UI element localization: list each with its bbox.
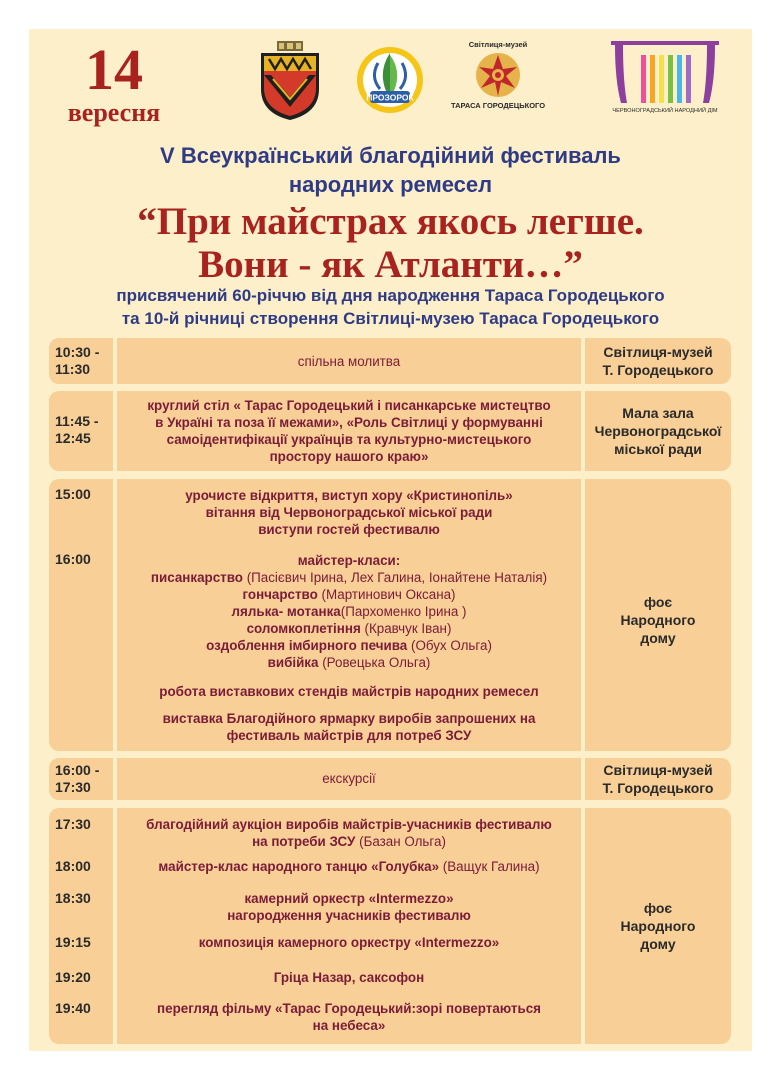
masterclass-item: вибійка (Ровецька Ольга) bbox=[267, 655, 431, 670]
schedule-venue: Світлиця-музей Т. Городецького bbox=[602, 762, 714, 796]
schedule-venue: фоє Народного дому bbox=[620, 900, 696, 952]
svitlytsia-logo-top-text: Світлиця-музей bbox=[468, 40, 528, 49]
schedule-row-round-table bbox=[49, 391, 731, 471]
event-date bbox=[59, 37, 169, 127]
schedule-description: благодійний аукціон виробів майстрів-учасників фестивалю на потреби ЗСУ (Базан Ольга) bbox=[146, 817, 552, 849]
festival-title-line-2: народних ремесел bbox=[288, 172, 493, 197]
schedule-description: майстер-клас народного танцю «Голубка» (Ващук Галина) bbox=[158, 859, 540, 874]
masterclass-item: соломкоплетіння (Кравчук Іван) bbox=[246, 621, 452, 636]
schedule-description: круглий стіл « Тарас Городецький і писанкарське мистецтво в Україні та поза її межами», «Роль Світлиці у формуванні самоідентифікації українців та культурно-мистецького простору нашого краю» bbox=[147, 398, 551, 464]
narodnyi-dim-logo-icon bbox=[611, 41, 719, 115]
narodnyi-dim-logo-text: ЧЕРВОНОГРАДСЬКИЙ НАРОДНИЙ ДІМ bbox=[612, 108, 718, 114]
prozorok-logo-icon bbox=[356, 37, 424, 123]
event-month: вересня bbox=[67, 98, 161, 127]
masterclass-item: оздоблення імбирного печива (Обух Ольга) bbox=[206, 638, 492, 653]
schedule-row-prayer bbox=[49, 338, 731, 384]
event-poster bbox=[29, 29, 752, 1051]
event-day: 14 bbox=[85, 37, 143, 102]
festival-quote-line-2: Вони - як Атланти…” bbox=[198, 243, 583, 286]
schedule-venue: Мала зала Червоноградської міської ради bbox=[594, 405, 722, 457]
schedule-time: 17:30 bbox=[55, 816, 91, 832]
dedication-line-2: та 10-й річниці створення Світлиці-музею Тараса Городецького bbox=[121, 309, 660, 328]
schedule-description: спільна молитва bbox=[297, 354, 401, 369]
schedule-description: Гріца Назар, саксофон bbox=[273, 970, 425, 985]
schedule-time: 11:45 - 12:45 bbox=[55, 413, 99, 446]
masterclass-item: писанкарство (Пасієвич Ірина, Лех Галина, Іонайтене Наталія) bbox=[150, 570, 548, 585]
schedule-row-excursions bbox=[49, 758, 731, 800]
masterclass-item: лялька- мотанка(Пархоменко Ірина ) bbox=[231, 604, 467, 619]
svitlytsia-museum-logo-icon bbox=[450, 37, 546, 121]
schedule-row-evening-program bbox=[49, 808, 731, 1044]
schedule-row-opening-masterclasses bbox=[49, 479, 731, 751]
schedule-venue: Світлиця-музей Т. Городецького bbox=[602, 344, 714, 378]
city-coat-of-arms-icon bbox=[259, 41, 321, 121]
schedule-venue: фоє Народного дому bbox=[620, 594, 696, 646]
dedication-line-1: присвячений 60-річчю від дня народження Тараса Городецького bbox=[116, 286, 665, 305]
schedule-time: 10:30 - 11:30 bbox=[55, 344, 100, 377]
schedule-description: перегляд фільму «Тарас Городецький:зорі повертаються на небеса» bbox=[157, 1001, 541, 1033]
fair-description: виставка Благодійного ярмарку виробів запрошених на фестиваль майстрів для потреб ЗСУ bbox=[162, 711, 536, 743]
schedule-description: композиція камерного оркестру «Intermezzo» bbox=[198, 935, 500, 950]
svitlytsia-logo-bottom-text: ТАРАСА ГОРОДЕЦЬКОГО bbox=[450, 101, 546, 110]
schedule-time: 18:00 bbox=[55, 858, 91, 874]
festival-quote-line-1: “При майстрах якось легше. bbox=[137, 200, 644, 243]
schedule-description: камерний оркестр «Intermezzo» нагородження учасників фестивалю bbox=[227, 891, 471, 923]
festival-title-line-1: V Всеукраїнський благодійний фестиваль bbox=[160, 143, 621, 168]
stands-description: робота виставкових стендів майстрів народних ремесел bbox=[159, 684, 539, 699]
schedule-time: 18:30 bbox=[55, 890, 91, 906]
schedule-time: 15:00 bbox=[55, 486, 91, 502]
schedule-time: 16:00 bbox=[55, 551, 91, 567]
schedule-description: екскурсії bbox=[322, 771, 376, 786]
masterclass-item: гончарство (Мартинович Оксана) bbox=[242, 587, 456, 602]
prozorok-logo-text: ПРОЗОРОК bbox=[366, 92, 414, 103]
schedule-time: 19:40 bbox=[55, 1000, 91, 1016]
schedule-time: 19:15 bbox=[55, 934, 91, 950]
masterclasses-list: майстер-класи: писанкарство (Пасієвич Ірина, Лех Галина, Іонайтене Наталія) гончарство (Мартинович Оксана) лялька- мотанка(Пархоменко Ірина ) соломкоплетіння (Кравчук Іван) оздоблення імбирного печива (Обух Ольга) вибійка (Ровецька Ольга) bbox=[121, 552, 577, 671]
schedule-time: 19:20 bbox=[55, 969, 91, 985]
schedule-time: 16:00 - 17:30 bbox=[55, 762, 100, 795]
opening-description: урочисте відкриття, виступ хору «Кристинопіль» вітання від Червоноградської міської ради виступи гостей фестивалю bbox=[185, 488, 513, 537]
